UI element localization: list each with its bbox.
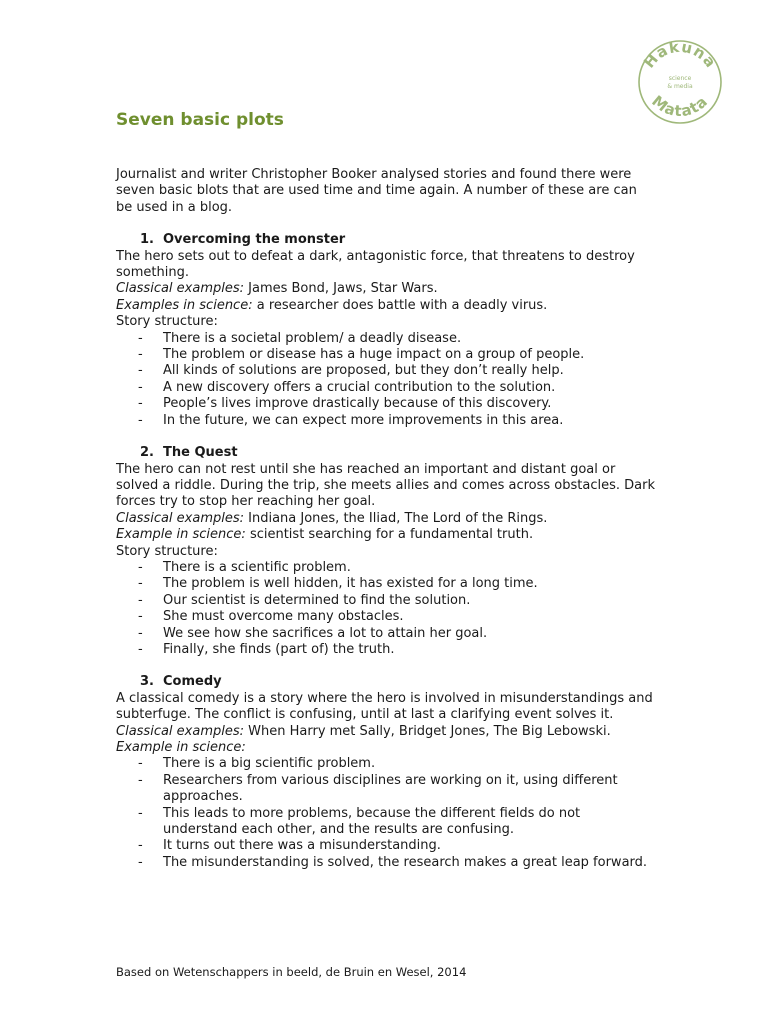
classical-label: Classical examples: (116, 281, 245, 297)
logo-top-text: Hakuna (640, 40, 721, 72)
intro-paragraph: Journalist and writer Christopher Booker analysed stories and found there were seven basic blots that are used time and time again. A number of these are can be used in a blog. (116, 167, 637, 215)
science-label: Example in science: (116, 740, 246, 755)
section-comedy (116, 674, 656, 871)
section-title: The Quest (163, 445, 238, 461)
science-text: scientist searching for a fundamental truth. (245, 527, 534, 543)
science-examples (116, 740, 656, 756)
classical-examples (116, 511, 656, 527)
classical-label: Classical examples: (116, 510, 245, 526)
list-item: - The problem or disease has a huge impact on a group of people. (138, 347, 585, 363)
logo-inner-line1: science (668, 75, 692, 82)
list-item: - In the future, we can expect more improvements in this area. (138, 412, 564, 428)
section-number: 3. (140, 674, 154, 690)
classical-examples (116, 724, 656, 740)
logo-bottom-text: Matata (648, 91, 712, 121)
section-description: The hero can not rest until she has reached an important and distant goal or solved a riddle. During the trip, she meets allies and comes across obstacles. Dark forces try to stop her reaching her goal. (116, 461, 655, 510)
section-title: Overcoming the monster (163, 232, 346, 248)
classical-label: Classical examples: (116, 723, 245, 739)
section-description: The hero sets out to defeat a dark, antagonistic force, that threatens to destroy something. (116, 248, 635, 281)
list-item: - People’s lives improve drastically because of this discovery. (138, 396, 552, 412)
list-item: - A new discovery offers a crucial contribution to the solution. (138, 379, 556, 395)
logo-inner-line2: & media (667, 83, 693, 90)
list-item: - There is a big scientific problem. (138, 756, 376, 772)
list-item: - There is a scientific problem. (138, 559, 351, 575)
section-heading (116, 445, 656, 461)
structure-label: Story structure: (116, 314, 218, 330)
science-label: Example in science: (116, 527, 246, 543)
page-title: Seven basic plots (116, 110, 284, 130)
structure-list (116, 331, 656, 429)
structure-list (116, 756, 656, 871)
list-item: - This leads to more problems, because the different fields do not understand each other, and the results are confusing. (138, 805, 581, 838)
list-item: - It turns out there was a misunderstanding. (138, 838, 441, 854)
classical-text: When Harry met Sally, Bridget Jones, The Big Lebowski. (244, 723, 611, 739)
section-heading (116, 674, 656, 690)
list-item: - Researchers from various disciplines are working on it, using different approaches. (138, 772, 618, 805)
list-item: - Our scientist is determined to find the solution. (138, 592, 471, 608)
section-description: A classical comedy is a story where the hero is involved in misunderstandings and subterfuge. The conflict is confusing, until at last a clarifying event solves it. (116, 690, 653, 723)
classical-text: Indiana Jones, the Iliad, The Lord of the Rings. (244, 510, 548, 526)
list-item: - We see how she sacrifices a lot to attain her goal. (138, 625, 488, 641)
list-item: - There is a societal problem/ a deadly disease. (138, 330, 462, 346)
section-number: 2. (140, 445, 154, 461)
science-examples (116, 298, 656, 314)
science-text: a researcher does battle with a deadly virus. (252, 297, 548, 313)
list-item: - The misunderstanding is solved, the research makes a great leap forward. (138, 854, 648, 870)
classical-text: James Bond, Jaws, Star Wars. (244, 281, 438, 297)
list-item: - The problem is well hidden, it has existed for a long time. (138, 576, 538, 592)
science-label: Examples in science: (116, 297, 253, 313)
section-heading (116, 232, 656, 248)
section-the-quest (116, 445, 656, 658)
list-item: - Finally, she finds (part of) the truth. (138, 641, 395, 657)
list-item: - She must overcome many obstacles. (138, 609, 404, 625)
section-number: 1. (140, 232, 154, 248)
science-examples (116, 527, 656, 543)
structure-list (116, 560, 656, 658)
hakuna-matata-logo (636, 40, 724, 124)
section-title: Comedy (163, 674, 222, 690)
footer-citation: Based on Wetenschappers in beeld, de Bruin en Wesel, 2014 (116, 965, 467, 979)
structure-label: Story structure: (116, 543, 218, 559)
document-body (116, 167, 656, 871)
section-overcoming-the-monster (116, 232, 656, 429)
list-item: - All kinds of solutions are proposed, but they don’t really help. (138, 363, 564, 379)
classical-examples (116, 281, 656, 297)
